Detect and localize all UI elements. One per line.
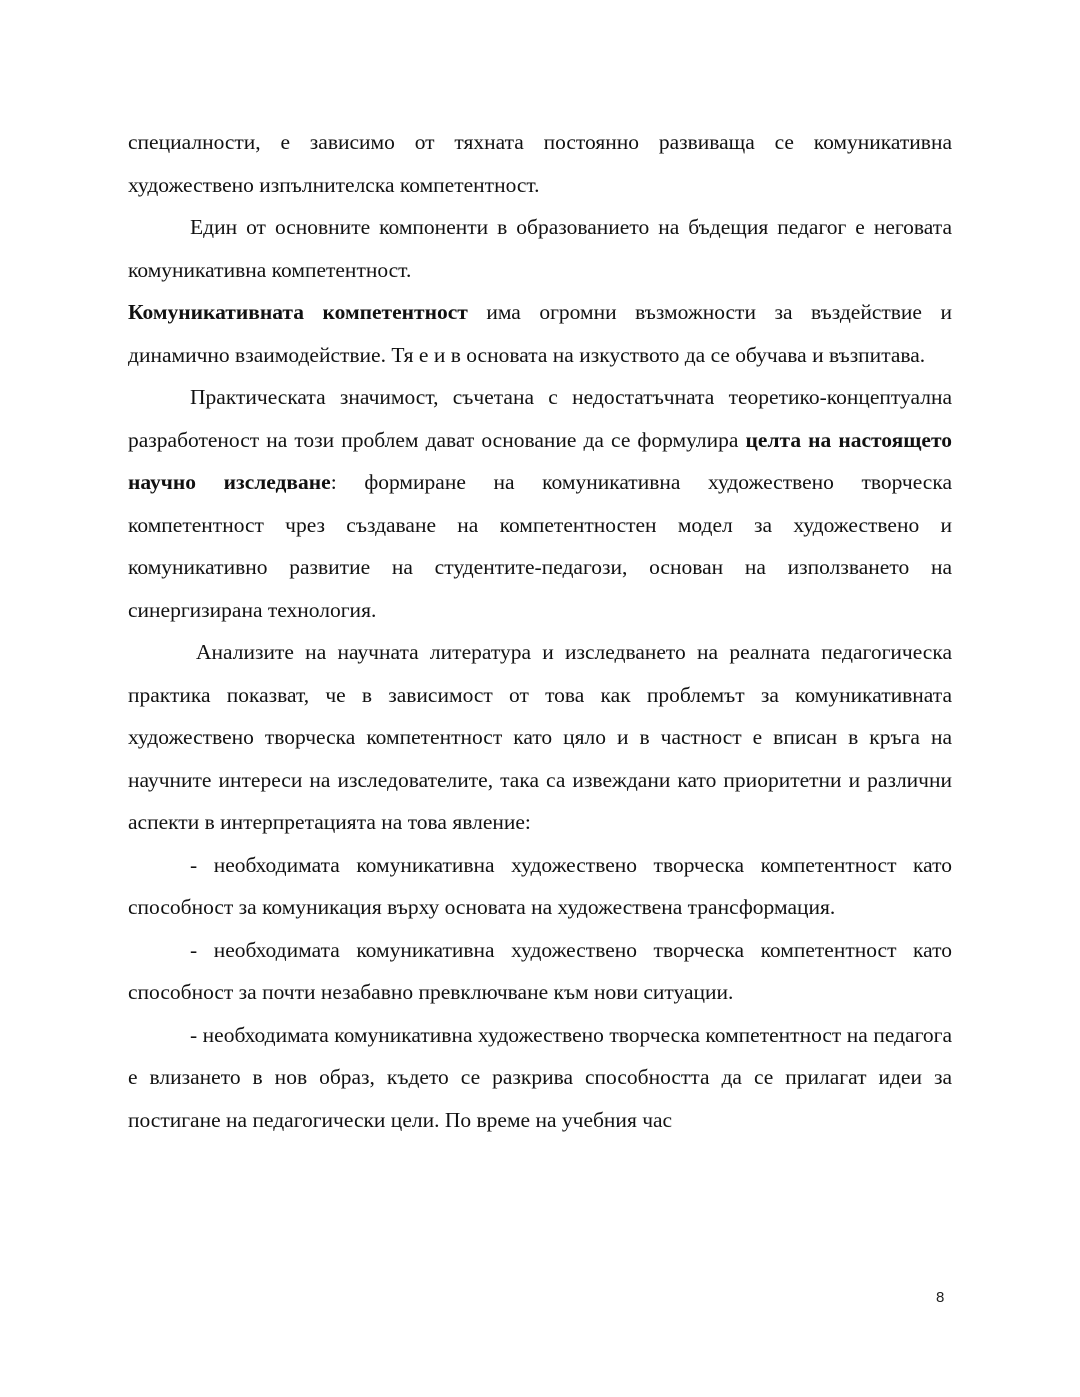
paragraph-text: : формиране на комуникативна художествено творческа компетентност чрез създаване на компетентностен модел за художествено и комуникативно развитие на студентите-педагози, основан на използването на синергизирана технология. [128, 470, 952, 622]
list-item [128, 929, 952, 1014]
list-item [128, 1014, 952, 1142]
list-item [128, 844, 952, 929]
list-item-text: - необходимата комуникативна художествено творческа компетентност като способност за почти незабавно превключване към нови ситуации. [128, 937, 952, 1004]
list-item-text: - необходимата комуникативна художествено творческа компетентност на педагога е влизането в нов образ, където се разкрива способността да се прилагат идеи за постигане на педагогически цели. По време на учебния час [128, 1022, 952, 1132]
body-text [128, 121, 952, 1141]
paragraph-text: Анализите на научната литература и изследването на реалната педагогическа практика показват, че в зависимост от това как проблемът за комуникативната художествено творческа компетентност като цяло и в частност е вписан в кръга на научните интереси на изследователите, така са извеждани като приоритетни и различни аспекти в интерпретацията на това явление: [128, 640, 952, 834]
bold-term: Комуникативната компетентност [128, 300, 468, 324]
paragraph-text: има огромни възможности за въздействие и динамично взаимодействие. Тя е и в основата на изкуството да се обучава и възпитава. [128, 300, 952, 367]
paragraph [128, 376, 952, 631]
research-aim-phrase: целта на настоящето научно изследване [128, 427, 952, 494]
paragraph [128, 291, 952, 376]
paragraph-text: специалности, е зависимо от тяхната постоянно развиваща се комуникативна художествено изпълнителска компетентност. [128, 130, 952, 197]
paragraph-text: Един от основните компоненти в образованието на бъдещия педагог е неговата комуникативна компетентност. [128, 215, 952, 282]
list-item-text: - необходимата комуникативна художествено творческа компетентност като способност за комуникация върху основата на художествена трансформация. [128, 852, 952, 919]
page-number: 8 [936, 1289, 945, 1306]
paragraph [128, 631, 952, 844]
paragraph [128, 206, 952, 291]
paragraph-text: Практическата значимост, съчетана с недостатъчната теоретико-концептуална разработеност на този проблем дават основание да се формулира [128, 385, 952, 452]
paragraph-continuation [128, 121, 952, 206]
